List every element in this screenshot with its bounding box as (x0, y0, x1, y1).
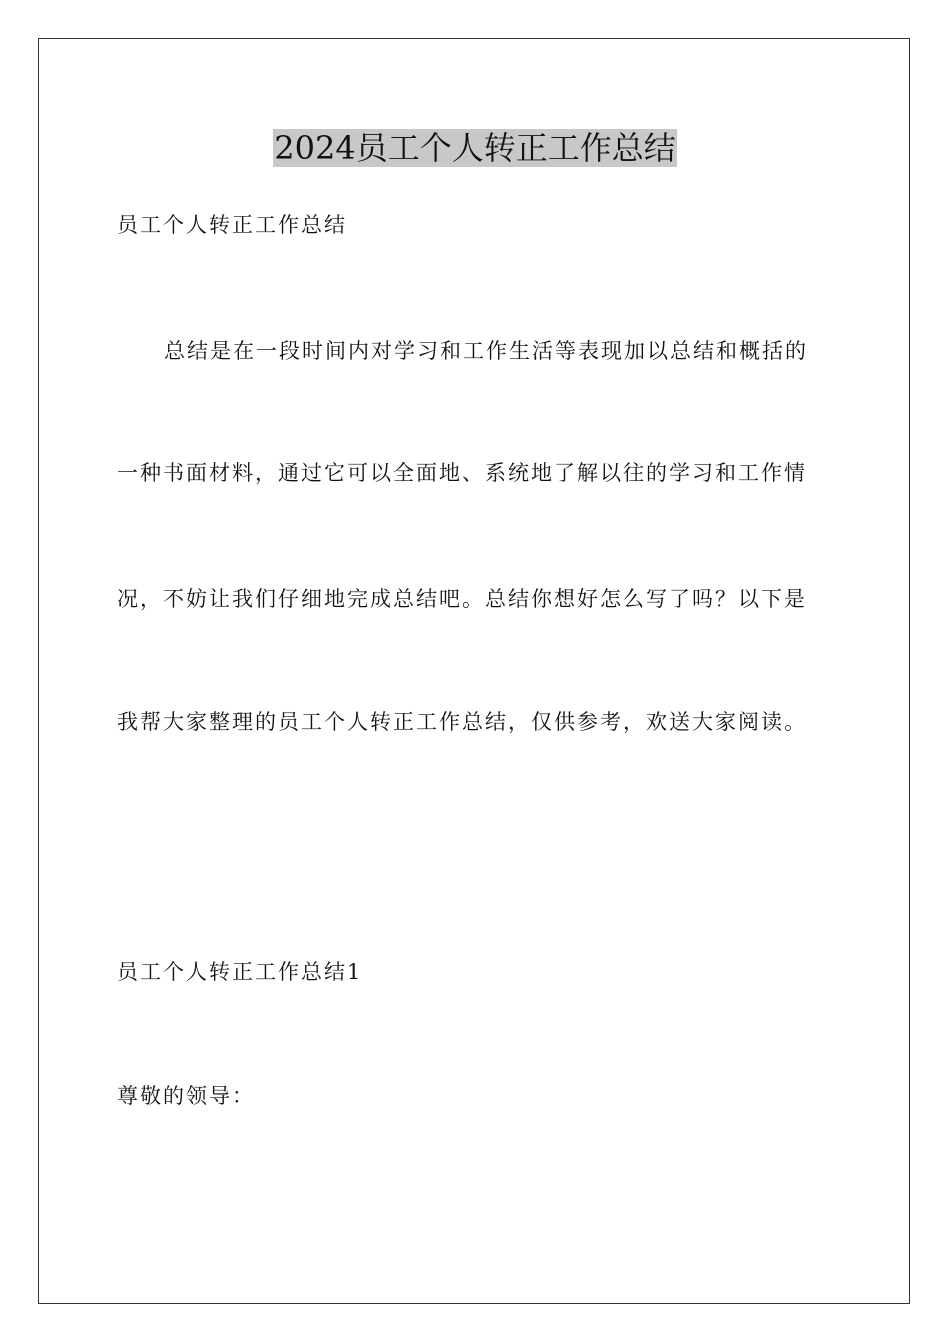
section-heading: 员工个人转正工作总结1 (117, 960, 363, 984)
subtitle: 员工个人转正工作总结 (117, 213, 347, 237)
salutation: 尊敬的领导： (117, 1084, 255, 1108)
intro-line-4: 我帮大家整理的员工个人转正工作总结，仅供参考，欢送大家阅读。 (117, 710, 807, 734)
document-title (0, 126, 950, 170)
intro-line-3: 况，不妨让我们仔细地完成总结吧。总结你想好怎么写了吗？以下是 (117, 587, 807, 611)
intro-line-1: 总结是在一段时间内对学习和工作生活等表现加以总结和概括的 (164, 339, 808, 363)
document-title-text: 2024员工个人转正工作总结 (274, 129, 676, 167)
intro-line-2: 一种书面材料，通过它可以全面地、系统地了解以往的学习和工作情 (117, 461, 807, 485)
